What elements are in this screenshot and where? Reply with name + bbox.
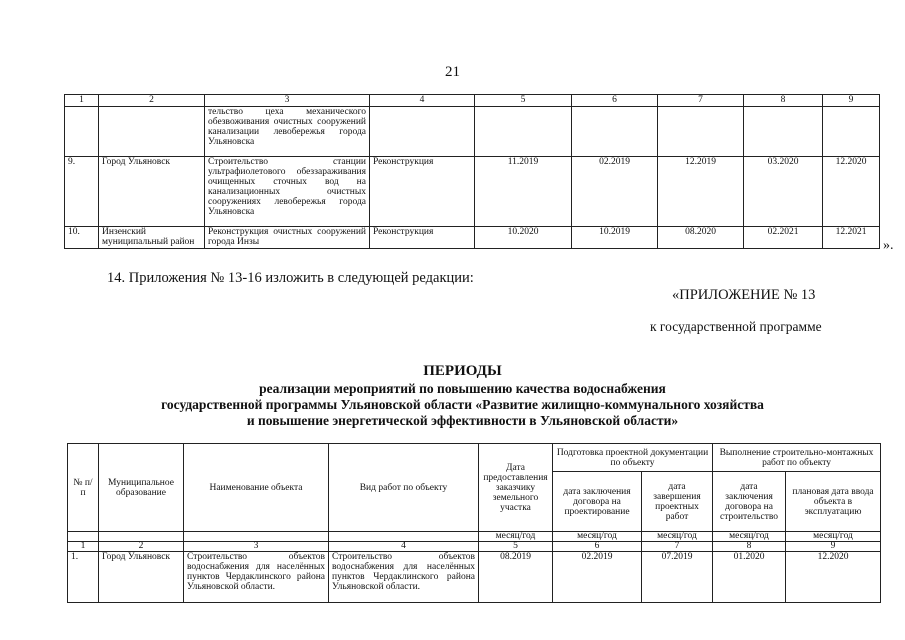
column-number: 3 <box>205 95 370 107</box>
page-number: 21 <box>445 64 460 80</box>
date-cell: 02.2021 <box>744 227 823 249</box>
date-cell: 10.2019 <box>572 227 658 249</box>
unit-label: месяц/год <box>642 532 713 542</box>
column-number: 5 <box>479 542 553 552</box>
date-cell <box>658 107 744 157</box>
date-cell <box>475 107 572 157</box>
work-type-cell: Реконструкция <box>370 227 475 249</box>
column-number: 2 <box>99 542 184 552</box>
unit-label: месяц/год <box>479 532 553 542</box>
date-cell <box>572 107 658 157</box>
column-number: 4 <box>329 542 479 552</box>
column-number: 6 <box>553 542 642 552</box>
object-cell: тельство цеха механического обезвоживания очистных сооружений канализации левобережья города Ульяновска <box>205 107 370 157</box>
row-number <box>65 107 99 157</box>
title-subline: государственной программы Ульяновской области «Развитие жилищно-коммунального хозяйства <box>161 397 764 412</box>
row-number: 9. <box>65 157 99 227</box>
date-cell: 03.2020 <box>744 157 823 227</box>
column-number-row <box>68 542 881 552</box>
date-cell: 01.2020 <box>713 552 786 603</box>
header-design-complete: дата завершения проектных работ <box>642 472 713 532</box>
header-land-date: Дата предоставления заказчику земельного участка <box>479 444 553 532</box>
header-construction-group: Выполнение строительно-монтажных работ по объекту <box>713 444 881 472</box>
continued-table <box>64 94 880 249</box>
column-number: 7 <box>658 95 744 107</box>
document-title: ПЕРИОДЫ <box>423 363 502 379</box>
municipality-cell: Инзенский муниципальный район <box>99 227 205 249</box>
row-number: 1. <box>68 552 99 603</box>
column-number: 3 <box>184 542 329 552</box>
header-object: Наименование объекта <box>184 444 329 532</box>
column-number: 8 <box>713 542 786 552</box>
table-row <box>65 107 880 157</box>
date-cell: 12.2019 <box>658 157 744 227</box>
column-number: 1 <box>68 542 99 552</box>
date-cell: 12.2020 <box>823 157 880 227</box>
header-design-contract: дата заключения договора на проектирование <box>553 472 642 532</box>
row-number: 10. <box>65 227 99 249</box>
title-subline: реализации мероприятий по повышению качества водоснабжения <box>259 381 666 396</box>
amendment-paragraph: 14. Приложения № 13-16 изложить в следующей редакции: <box>107 270 474 286</box>
municipality-cell: Город Ульяновск <box>99 157 205 227</box>
closing-quote: ». <box>883 238 894 253</box>
column-number: 9 <box>786 542 881 552</box>
program-reference: к государственной программе <box>650 319 822 334</box>
header-design-group: Подготовка проектной документации по объекту <box>553 444 713 472</box>
unit-label: месяц/год <box>786 532 881 542</box>
date-cell: 02.2019 <box>572 157 658 227</box>
header-row <box>68 444 881 472</box>
unit-row <box>68 532 881 542</box>
column-number: 7 <box>642 542 713 552</box>
unit-label: месяц/год <box>713 532 786 542</box>
date-cell: 11.2019 <box>475 157 572 227</box>
table-row <box>68 552 881 603</box>
column-number: 1 <box>65 95 99 107</box>
table-row <box>65 157 880 227</box>
date-cell: 10.2020 <box>475 227 572 249</box>
title-subline: и повышение энергетической эффективности в Ульяновской области» <box>246 413 679 428</box>
date-cell: 02.2019 <box>553 552 642 603</box>
column-number: 5 <box>475 95 572 107</box>
column-number: 8 <box>744 95 823 107</box>
object-cell: Реконструкция очистных сооружений города Инзы <box>205 227 370 249</box>
date-cell: 08.2020 <box>658 227 744 249</box>
date-cell: 08.2019 <box>479 552 553 603</box>
header-number: № п/п <box>68 444 99 532</box>
work-type-cell: Строительство объектов водоснабжения для населённых пунктов Чердаклинского района Ульяновской области. <box>329 552 479 603</box>
municipality-cell <box>99 107 205 157</box>
municipality-cell: Город Ульяновск <box>99 552 184 603</box>
date-cell: 07.2019 <box>642 552 713 603</box>
header-construction-contract: дата заключения договора на строительство <box>713 472 786 532</box>
date-cell: 12.2020 <box>786 552 881 603</box>
date-cell <box>744 107 823 157</box>
periods-table <box>67 443 881 603</box>
column-number: 4 <box>370 95 475 107</box>
table-header-row <box>65 95 880 107</box>
unit-label: месяц/год <box>553 532 642 542</box>
column-number: 2 <box>99 95 205 107</box>
header-commissioning-date: плановая дата ввода объекта в эксплуатацию <box>786 472 881 532</box>
column-number: 6 <box>572 95 658 107</box>
header-work-type: Вид работ по объекту <box>329 444 479 532</box>
date-cell: 12.2021 <box>823 227 880 249</box>
table-row <box>65 227 880 249</box>
work-type-cell: Реконструкция <box>370 157 475 227</box>
header-municipality: Муниципальное образование <box>99 444 184 532</box>
work-type-cell <box>370 107 475 157</box>
column-number: 9 <box>823 95 880 107</box>
object-cell: Строительство станции ультрафиолетового обеззараживания очищенных сточных вод на канализационных очистных сооружениях левобережья города Ульяновска <box>205 157 370 227</box>
date-cell <box>823 107 880 157</box>
appendix-label: «ПРИЛОЖЕНИЕ № 13 <box>672 287 816 303</box>
object-cell: Строительство объектов водоснабжения для населённых пунктов Чердаклинского района Ульяновской области. <box>184 552 329 603</box>
